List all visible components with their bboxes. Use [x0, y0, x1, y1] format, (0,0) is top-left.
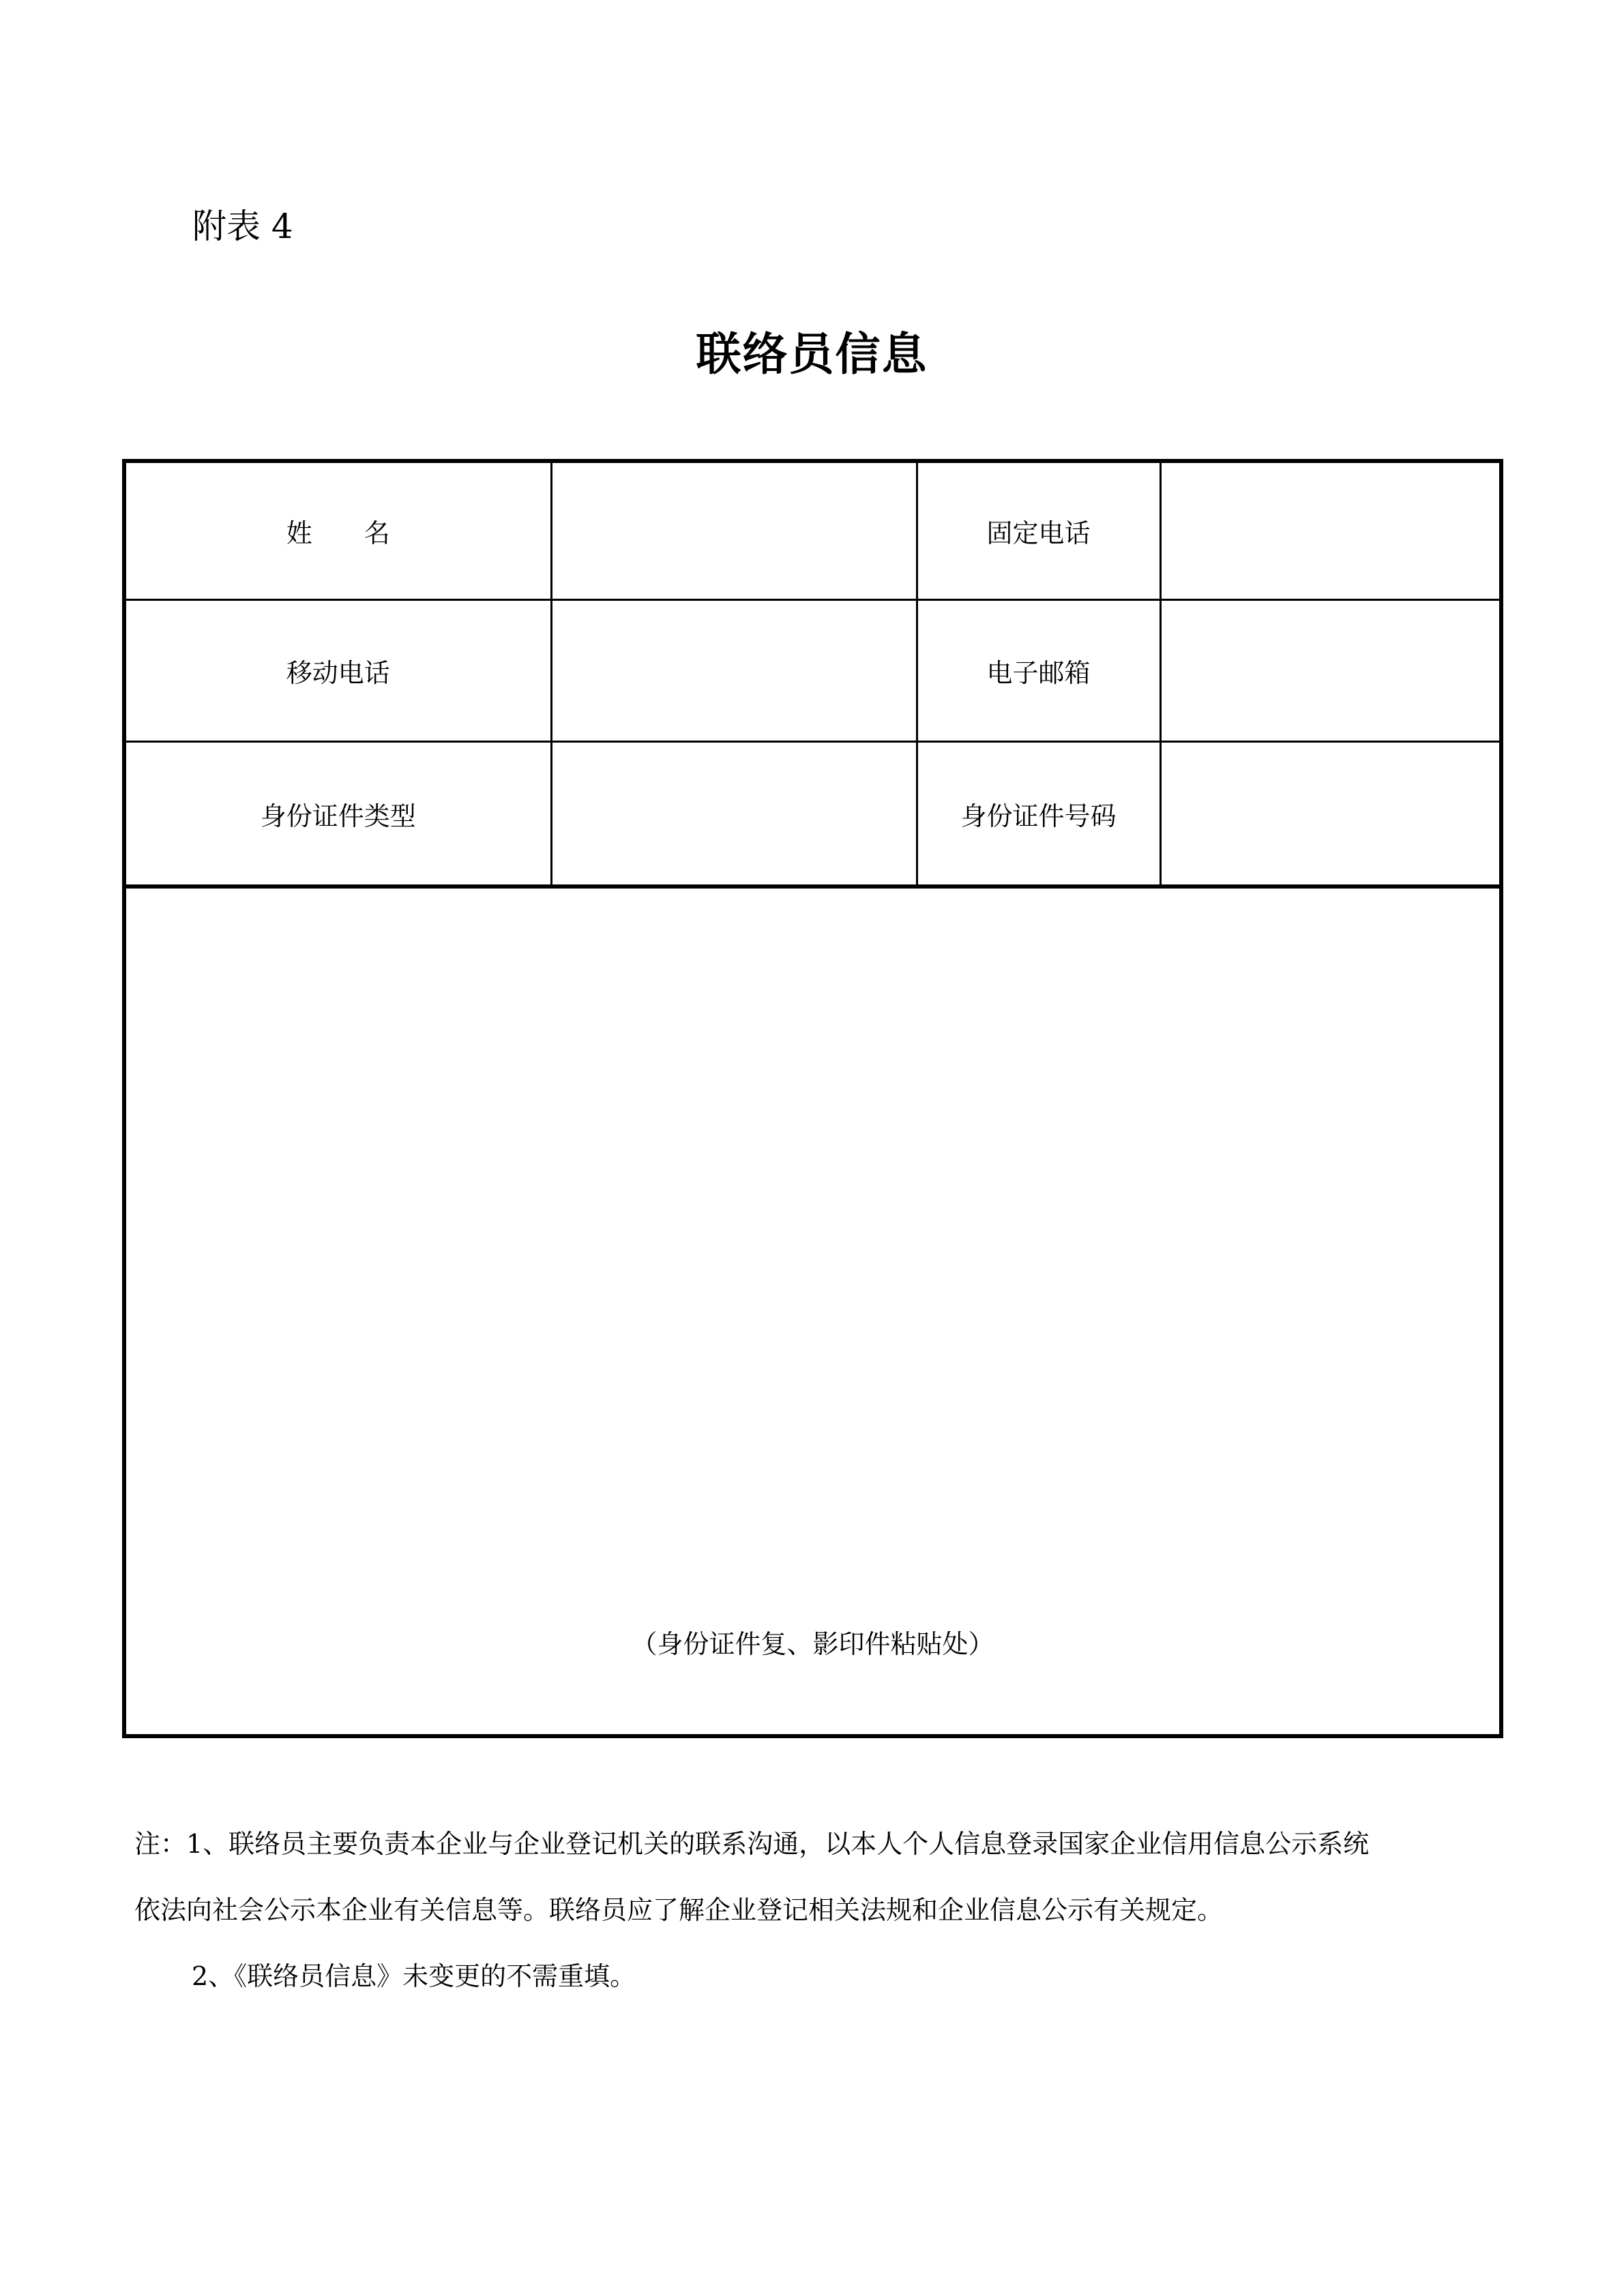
notes-section — [134, 1811, 1504, 2010]
id-copy-paste-area — [126, 886, 1499, 1738]
mobile-phone-label: 移动电话 — [126, 600, 551, 742]
table-row — [126, 742, 1499, 886]
id-type-label: 身份证件类型 — [126, 742, 551, 886]
note-1-line-1: 注：1、联络员主要负责本企业与企业登记机关的联系沟通，以本人个人信息登录国家企业信用信息公示系统 — [134, 1829, 1370, 1859]
landline-phone-field[interactable] — [1160, 463, 1499, 600]
id-number-field[interactable] — [1160, 742, 1499, 886]
appendix-label: 附表 4 — [192, 207, 293, 246]
name-field[interactable] — [551, 463, 917, 600]
email-field[interactable] — [1160, 600, 1499, 742]
mobile-phone-field[interactable] — [551, 600, 917, 742]
id-type-field[interactable] — [551, 742, 917, 886]
note-2: 2、《联络员信息》未变更的不需重填。 — [192, 1961, 636, 1991]
table-row — [126, 463, 1499, 600]
table-row — [126, 600, 1499, 742]
landline-phone-label: 固定电话 — [917, 463, 1160, 600]
name-label: 姓 名 — [126, 463, 551, 600]
contact-info-form — [122, 459, 1503, 1738]
email-label: 电子邮箱 — [917, 600, 1160, 742]
page-title: 联络员信息 — [696, 328, 928, 381]
id-copy-paste-hint: （身份证件复、影印件粘贴处） — [631, 1629, 994, 1659]
id-number-label: 身份证件号码 — [917, 742, 1160, 886]
contact-info-table — [126, 463, 1499, 886]
note-1-line-2: 依法向社会公示本企业有关信息等。联络员应了解企业登记相关法规和企业信息公示有关规定。 — [134, 1895, 1224, 1925]
